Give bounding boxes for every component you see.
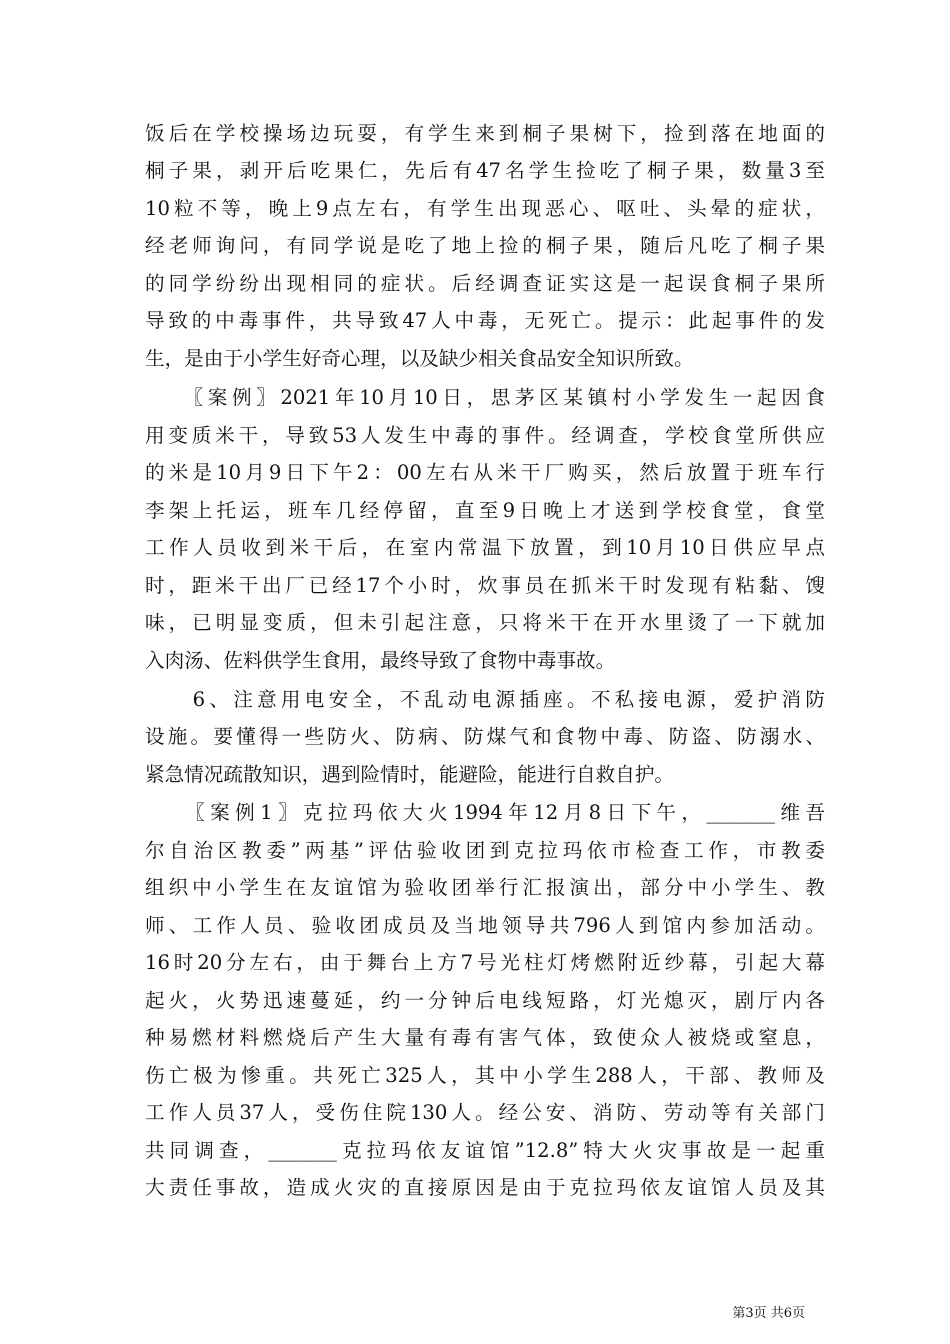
text-line: 味，已明显变质，但未引起注意，只将米干在开水里烫了一下就加 <box>145 611 825 634</box>
text-line: 时，距米干出厂已经17个小时，炊事员在抓米干时发现有粘黏、馊 <box>145 574 825 597</box>
text-line: 生，是由于小学生好奇心理，以及缺少相关食品安全知识所致。 <box>145 347 694 370</box>
text-line: 导致的中毒事件，共导致47人中毒，无死亡。提示：此起事件的发 <box>145 309 825 332</box>
text-line: 起火，火势迅速蔓延，约一分钟后电线短路，灯光熄灭，剧厅内各 <box>145 989 825 1012</box>
text-line: 共同调查，_______克拉玛依友谊馆”12.8”特大火灾事故是一起重 <box>145 1139 825 1162</box>
text-line: 设施。要懂得一些防火、防病、防煤气和食物中毒、防盗、防溺水、 <box>145 725 825 748</box>
text-line: 工作人员37人，受伤住院130人。经公安、消防、劳动等有关部门 <box>145 1101 825 1124</box>
text-line: 种易燃材料燃烧后产生大量有毒有害气体，致使众人被烧或窒息， <box>145 1026 825 1049</box>
text-line: 的米是10月9日下午2：00左右从米干厂购买，然后放置于班车行 <box>145 461 825 484</box>
text-line: 伤亡极为惨重。共死亡325人，其中小学生288人，干部、教师及 <box>145 1064 825 1087</box>
text-line: 饭后在学校操场边玩耍，有学生来到桐子果树下，捡到落在地面的 <box>145 122 825 145</box>
page-footer: 第3页 共6页 <box>732 1306 805 1321</box>
text-line: 的同学纷纷出现相同的症状。后经调查证实这是一起误食桐子果所 <box>145 272 825 295</box>
text-line: 组织中小学生在友谊馆为验收团举行汇报演出，部分中小学生、教 <box>145 876 825 899</box>
text-line: 李架上托运，班车几经停留，直至9日晚上才送到学校食堂，食堂 <box>145 499 825 522</box>
text-line: 6、注意用电安全，不乱动电源插座。不私接电源，爱护消防 <box>145 688 825 711</box>
text-line: 工作人员收到米干后，在室内常温下放置，到10月10日供应早点 <box>145 536 825 559</box>
text-line: 桐子果，剥开后吃果仁，先后有47名学生捡吃了桐子果，数量3至 <box>145 159 825 182</box>
text-line: 经老师询问，有同学说是吃了地上捡的桐子果，随后凡吃了桐子果 <box>145 234 825 257</box>
text-line: 紧急情况疏散知识，遇到险情时，能避险，能进行自救自护。 <box>145 763 675 786</box>
text-line: 大责任事故，造成火灾的直接原因是由于克拉玛依友谊馆人员及其 <box>145 1176 825 1199</box>
text-line: 入肉汤、佐料供学生食用，最终导致了食物中毒事故。 <box>145 649 616 672</box>
text-line: 16时20分左右，由于舞台上方7号光柱灯烤燃附近纱幕，引起大幕 <box>145 951 825 974</box>
text-line: 〖案例〗2021年10月10日，思茅区某镇村小学发生一起因食 <box>145 386 825 409</box>
text-line: 尔自治区教委”两基”评估验收团到克拉玛依市检查工作，市教委 <box>145 839 825 862</box>
text-line: 10粒不等，晚上9点左右，有学生出现恶心、呕吐、头晕的症状， <box>145 197 825 220</box>
text-line: 师、工作人员、验收团成员及当地领导共796人到馆内参加活动。 <box>145 914 825 937</box>
text-line: 〖案例1〗克拉玛依大火1994年12月8日下午，_______维吾 <box>145 801 825 824</box>
text-line: 用变质米干，导致53人发生中毒的事件。经调查，学校食堂所供应 <box>145 424 825 447</box>
